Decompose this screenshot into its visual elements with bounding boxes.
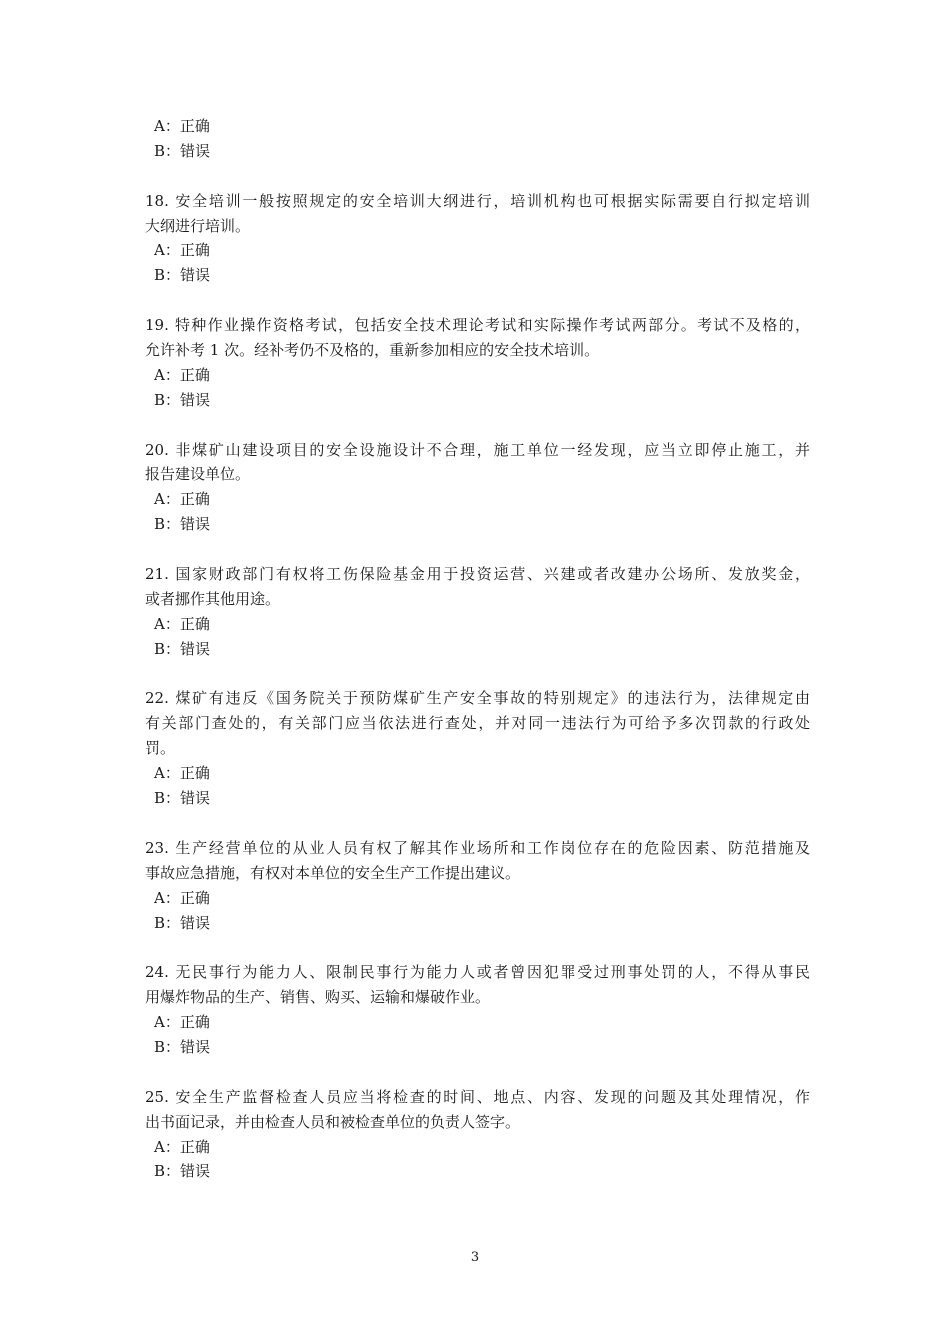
option-b: B：错误 [154,515,211,534]
question-18 [145,189,810,289]
question-text-line: 用爆炸物品的生产、销售、购买、运输和爆破作业。 [145,988,491,1007]
spacer [145,662,810,687]
spacer [145,288,810,313]
question-text-line: 报告建设单位。 [145,465,251,484]
question-19 [145,313,810,413]
question-text-line: 出书面记录，并由检查人员和被检查单位的负责人签字。 [145,1112,521,1131]
question-23 [145,836,810,936]
question-text-line: 22. 煤矿有违反《国务院关于预防煤矿生产安全事故的特别规定》的违法行为，法律规定由 [145,689,810,708]
question-25 [145,1085,810,1185]
option-b: B：错误 [154,141,211,160]
option-b: B：错误 [154,639,211,658]
question-22 [145,686,810,810]
question-text-line: 19. 特种作业操作资格考试，包括安全技术理论考试和实际操作考试两部分。考试不及格的， [145,316,810,335]
question-text-line: 23. 生产经营单位的从业人员有权了解其作业场所和工作岗位存在的危险因素、防范措施及 [145,838,810,857]
question-text-line: 事故应急措施，有权对本单位的安全生产工作提出建议。 [145,863,521,882]
lead-options [145,114,810,164]
question-text-line: 或者挪作其他用途。 [145,589,281,608]
question-text-line: 允许补考 1 次。经补考仍不及格的，重新参加相应的安全技术培训。 [145,341,600,360]
spacer [145,413,810,438]
spacer [145,164,810,189]
option-a: A：正确 [154,1137,210,1156]
option-a: A：正确 [154,1013,210,1032]
option-b: B：错误 [154,1162,211,1181]
question-list [145,114,810,1184]
spacer [145,1060,810,1085]
question-text-line: 20. 非煤矿山建设项目的安全设施设计不合理，施工单位一经发现，应当立即停止施工，并 [145,440,810,459]
question-text-line: 25. 安全生产监督检查人员应当将检查的时间、地点、内容、发现的问题及其处理情况，作 [145,1087,810,1106]
option-a: A：正确 [154,490,210,509]
spacer [145,537,810,562]
option-a: A：正确 [154,888,210,907]
option-b: B：错误 [154,913,211,932]
option-b: B：错误 [154,390,211,409]
question-24 [145,960,810,1060]
question-20 [145,438,810,538]
spacer [145,811,810,836]
option-b: B：错误 [154,789,211,808]
spacer [145,935,810,960]
question-text-line: 有关部门查处的，有关部门应当依法进行查处，并对同一违法行为可给予多次罚款的行政处 [145,714,810,733]
question-text-line: 大纲进行培训。 [145,216,251,235]
page-number: 3 [470,1250,480,1265]
option-a: A：正确 [154,365,210,384]
question-text-line: 罚。 [145,739,176,758]
option-a: A：正确 [154,241,210,260]
question-21 [145,562,810,662]
option-b: B：错误 [154,1037,211,1056]
question-text-line: 24. 无民事行为能力人、限制民事行为能力人或者曾因犯罪受过刑事处罚的人，不得从事民 [145,963,810,982]
option-b: B：错误 [154,266,211,285]
option-a: A：正确 [154,764,210,783]
option-a: A：正确 [154,614,210,633]
question-text-line: 18. 安全培训一般按照规定的安全培训大纲进行，培训机构也可根据实际需要自行拟定培训 [145,191,810,210]
option-a: A：正确 [154,117,210,135]
question-text-line: 21. 国家财政部门有权将工伤保险基金用于投资运营、兴建或者改建办公场所、发放奖金， [145,565,810,584]
